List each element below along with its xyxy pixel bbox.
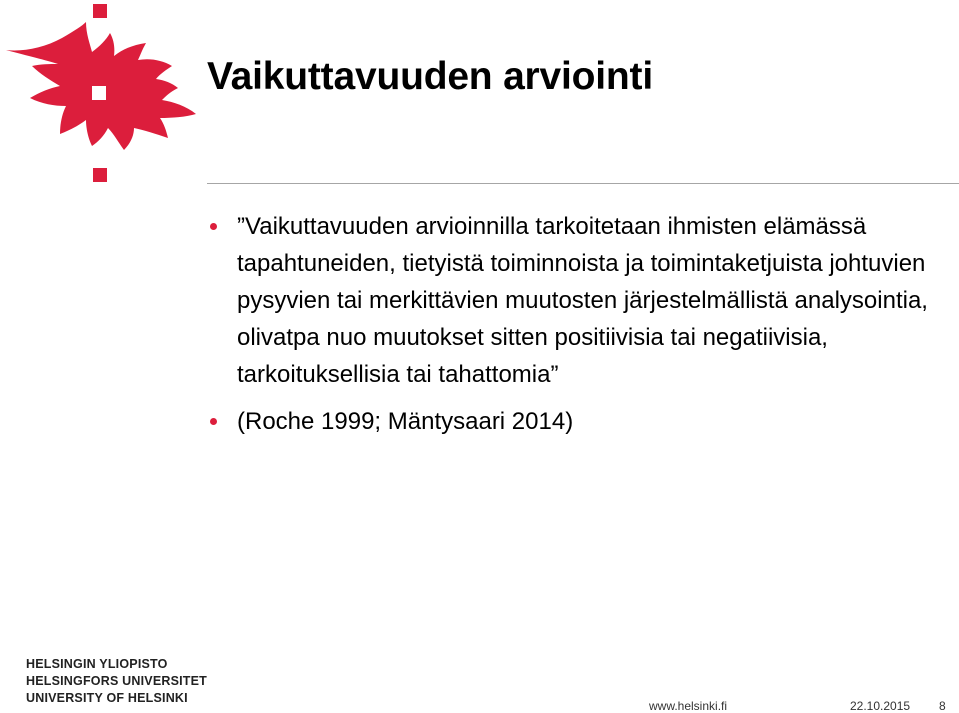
university-name-block: [26, 656, 207, 707]
bullet-text: ”Vaikuttavuuden arvioinnilla tarkoitetaan ihmisten elämässä tapahtuneiden, tietyistä toiminnoista ja toimintaketjuista johtuvien pysyvien tai merkittävien muutosten järjestelmällistä analysointia, olivatpa nuo muutokset sitten positiivisia tai negatiivisia, tarkoituksellisia tai tahattomia”: [237, 213, 928, 388]
bullet-item-citation: [207, 403, 957, 440]
university-name-english: UNIVERSITY OF HELSINKI: [26, 691, 188, 705]
university-name-swedish: HELSINGFORS UNIVERSITET: [26, 674, 208, 688]
bullet-dot-icon: [210, 418, 217, 425]
bullet-text: (Roche 1999; Mäntysaari 2014): [237, 408, 574, 435]
title-divider: [207, 183, 959, 184]
university-name-finnish: HELSINGIN YLIOPISTO: [26, 657, 168, 671]
bullet-dot-icon: [210, 223, 217, 230]
footer-date: 22.10.2015: [850, 699, 911, 713]
bullet-list: [207, 208, 957, 450]
page-number: 8: [939, 699, 946, 713]
footer-url: www.helsinki.fi: [649, 699, 728, 713]
university-flame-logo-icon: [0, 0, 205, 195]
slide-title: Vaikuttavuuden arviointi: [207, 55, 653, 98]
bullet-item-quote: [207, 208, 957, 393]
